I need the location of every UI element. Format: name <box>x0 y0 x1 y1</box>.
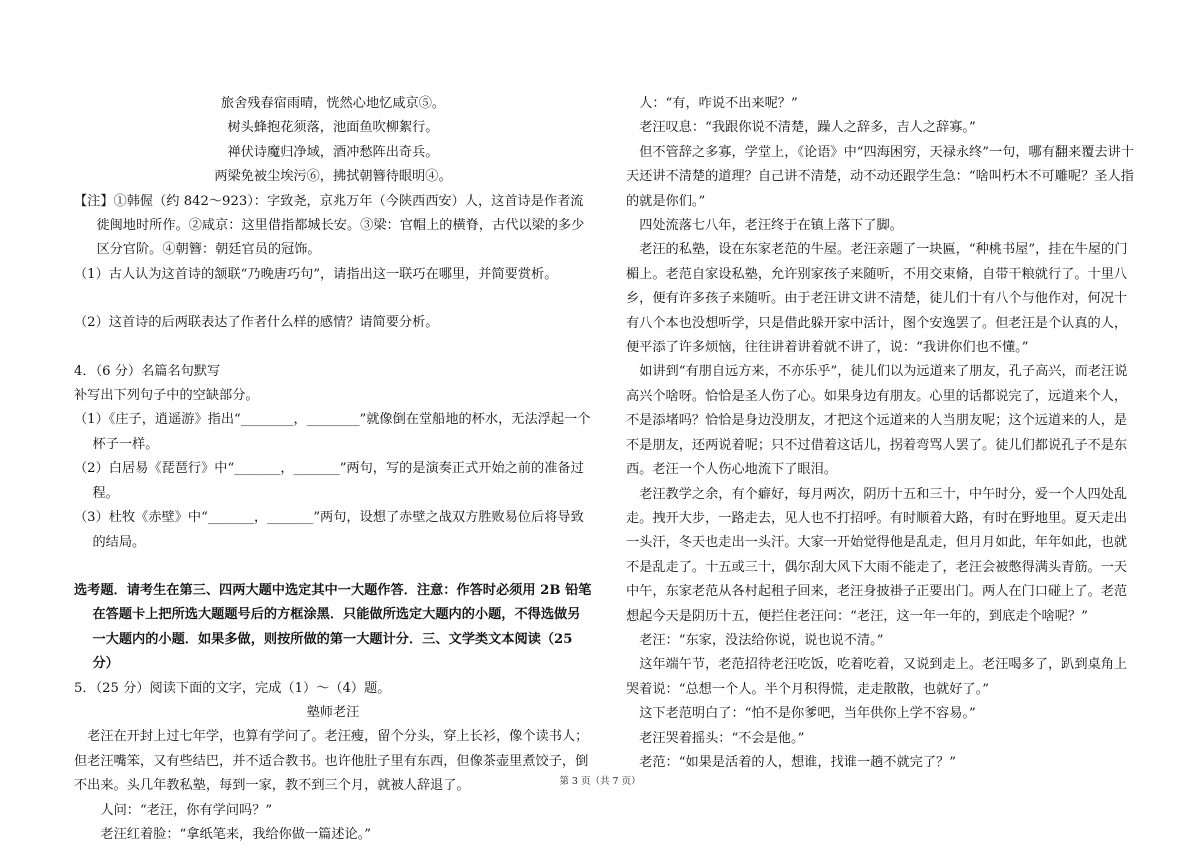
story-paragraph-15: 老范：“如果是活着的人，想谁，找谁一趟不就完了？” <box>639 754 956 770</box>
story-paragraph-4: 人：“有，咋说不出来呢？” <box>639 96 798 111</box>
story-paragraph-5: 老汪叹息：“我跟你说不清楚，躁人之辞多，吉人之辞寡。” <box>639 120 976 136</box>
elective-instructions: 选考题．请考生在第三、四两大题中选定其中一大题作答．注意：作答时必须用 2B 铅笔在答题卡上把所选大题题号后的方框涂黑．只能做所选定大题内的小题，不得选做另一大题内的小题．如果多做，则按所做的第一大题计分．三、文学类文本阅读（25 分） <box>74 582 592 672</box>
story-paragraph-14: 老汪哭着摇头：“不会是他。” <box>639 730 805 746</box>
story-paragraph-9: 如讲到“有朋自远方来，不亦乐乎”，徒儿们以为远道来了朋友，孔子高兴，而老汪说高兴个啥呀。恰恰是圣人伤了心。如果身边有朋友。心里的话都说完了，远道来个人，不是添堵吗？恰恰是身边没朋友，才把这个远道来的人当朋友呢；这个远道来的人，是不是朋友，还两说着呢；只不过借着这话儿，拐着弯骂人罢了。徒儿们都说孔子不是东西。老汪一个人伤心地流下了眼泪。 <box>626 364 1128 478</box>
left-column <box>74 92 592 847</box>
story-paragraph-11: 老汪：“东家，没法给你说，说也说不清。” <box>639 632 884 648</box>
page-footer: 第 3 页（共 7 页） <box>559 776 641 787</box>
story-paragraph-1: 老汪在开封上过七年学，也算有学问了。老汪瘦，留个分头，穿上长衫，像个读书人；但老汪嘴笨，又有些结巴，并不适合教书。也许他肚子里有东西，但像茶壶里煮饺子，倒不出来。头几年教私塾，每到一家，教不到三个月，就被人辞退了。 <box>74 729 589 794</box>
story-paragraph-6: 但不管辞之多寡，学堂上，《论语》中“四海困穷，天禄永终”一句，哪有翻来覆去讲十天还讲不清楚的道理？自己讲不清楚，动不动还跟学生急：“啥叫朽木不可雕呢？圣人指的就是你们。” <box>626 144 1135 209</box>
story-paragraph-12: 这年端午节，老范招待老汪吃饭，吃着吃着，又说到走上。老汪喝多了，趴到桌角上哭着说：“总想一个人。半个月积得慌，走走散散，也就好了。” <box>626 657 1128 697</box>
poem-line-1: 旅舍残春宿雨晴，恍然心地忆咸京⑤。 <box>220 96 446 111</box>
story-title: 塾师老汪 <box>306 704 360 720</box>
question-4-intro: 补写出下列句子中的空缺部分。 <box>74 388 259 404</box>
question-4-title: 4．（6 分）名篇名句默写 <box>74 363 221 379</box>
story-paragraph-7: 四处流落七八年，老汪终于在镇上落下了脚。 <box>639 218 903 234</box>
question-3-2: （2）这首诗的后两联表达了作者什么样的感情？请简要分析。 <box>74 315 439 331</box>
poem-line-4: 两梁免被尘埃污⑥，拂拭朝簪待眼明④。 <box>214 169 452 185</box>
story-paragraph-13: 这下老范明白了：“怕不是你爹吧，当年供你上学不容易。” <box>639 706 976 722</box>
question-5-title: 5．（25 分）阅读下面的文字，完成（1）～（4）题。 <box>74 680 391 696</box>
story-paragraph-3: 老汪红着脸：“拿纸笔来，我给你做一篇述论。” <box>100 826 372 842</box>
question-4-item-1: （1）《庄子，逍遥游》指出“________，________”就像倒在堂船地的杯水，无法浮起一个杯子一样。 <box>74 412 591 452</box>
poem-line-3: 禅伏诗魔归净域，酒冲愁阵出奇兵。 <box>227 144 439 160</box>
poem-line-2: 树头蜂抱花须落，池面鱼吹柳絮行。 <box>227 120 439 136</box>
story-paragraph-10: 老汪教学之余，有个癖好，每月两次，阴历十五和三十，中午时分，爱一个人四处乱走。拽开大步，一路走去，见人也不打招呼。有时顺着大路，有时在野地里。夏天走出一头汗，冬天也走出一头汗。大家一开始觉得他是乱走，但月月如此，年年如此，也就不是乱走了。十五或三十，偶尔刮大风下大雨不能走了，老汪会被憋得满头青筋。一天中午，东家老范从各村起租子回来，老汪身披褂子正要出门。两人在门口碰上了。老范想起今天是阴历十五，便拦住老汪问：“老汪，这一年一年的，到底走个啥呢？” <box>626 486 1128 624</box>
question-4-item-3: （3）杜牧《赤壁》中“_______，_______”两句，设想了赤壁之战双方胜败易位后将导致的结局。 <box>74 510 584 550</box>
poem-note: 【注】①韩偓（约 842～923）：字致尧，京兆万年（今陕西西安）人，这首诗是作者流徙闽地时所作。②咸京：这里借指都城长安。③梁：官帽上的横脊，古代以梁的多少区分官阶。④朝簪：朝廷官员的冠饰。 <box>74 193 585 258</box>
question-4-item-2: （2）白居易《琵琶行》中“_______，_______”两句，写的是演奏正式开始之前的准备过程。 <box>74 461 584 501</box>
story-paragraph-8: 老汪的私塾，设在东家老范的牛屋。老汪亲题了一块匾，“种桃书屋”，挂在牛屋的门楣上。老范自家设私塾，允许别家孩子来随听，不用交束脩，自带干粮就行了。十里八乡，便有许多孩子来随听。由于老汪讲文讲不清楚，徒儿们十有八个与他作对，何况十有八个本也没想听学，只是借此躲开家中活计，图个安逸罢了。但老汪是个认真的人，便平添了许多烦恼，往往讲着讲着就不讲了，说：“我讲你们也不懂。” <box>626 242 1128 356</box>
story-paragraph-2: 人问：“老汪，你有学问吗？” <box>100 802 273 818</box>
right-column <box>626 92 1136 775</box>
question-3-1: （1）古人认为这首诗的颔联“乃晚唐巧句”，请指出这一联巧在哪里，并简要赏析。 <box>74 266 558 282</box>
